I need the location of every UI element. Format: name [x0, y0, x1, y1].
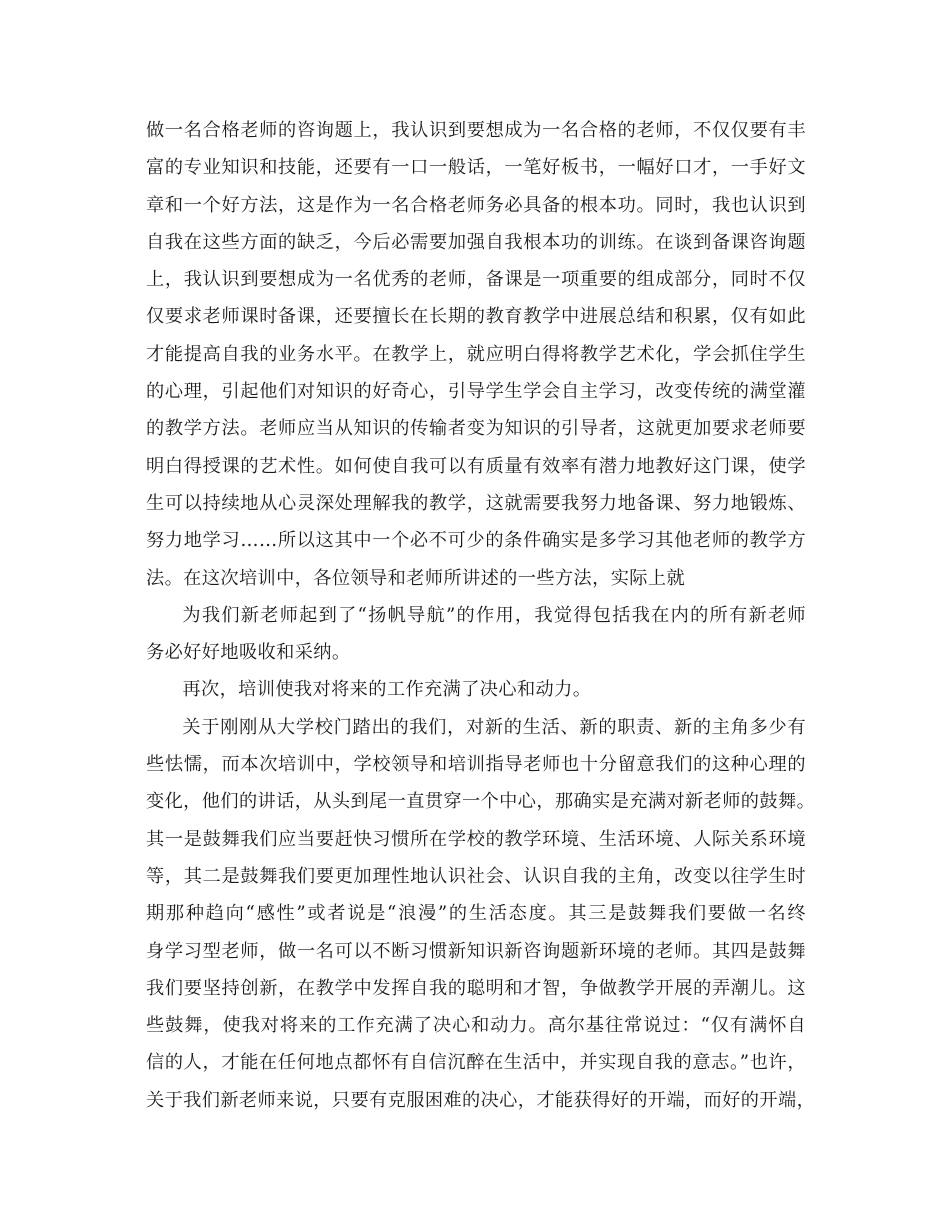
text-line: 身学习型老师，做一名可以不断习惯新知识新咨询题新环境的老师。其四是鼓舞 — [146, 940, 806, 962]
text-line: 法。在这次培训中，各位领导和老师所讲述的一些方法，实际上就 — [146, 567, 686, 589]
text-line: 自我在这些方面的缺乏，今后必需要加强自我根本功的训练。在谈到备课咨询题 — [146, 231, 806, 253]
document-body — [146, 112, 816, 1119]
paragraph-2 — [146, 597, 806, 672]
text-line: 的教学方法。老师应当从知识的传输者变为知识的引导者，这就更加要求老师要 — [146, 418, 806, 440]
text-line: 上，我认识到要想成为一名优秀的老师，备课是一项重要的组成部分，同时不仅 — [146, 269, 806, 291]
text-line: 仅要求老师课时备课，还要擅长在长期的教育教学中进展总结和积累，仅有如此 — [146, 306, 806, 328]
text-line: 我们要坚持创新，在教学中发挥自我的聪明和才智，争做教学开展的弄潮儿。这 — [146, 977, 806, 999]
text-line: 努力地学习……所以这其中一个必不可少的条件确实是多学习其他老师的教学方 — [146, 530, 806, 552]
text-line: 些怯懦，而本次培训中，学校领导和培训指导老师也十分留意我们的这种心理的 — [146, 754, 806, 776]
text-line: 期那种趋向“感性”或者说是“浪漫”的生活态度。其三是鼓舞我们要做一名终 — [146, 903, 806, 925]
text-line: 些鼓舞，使我对将来的工作充满了决心和动力。高尔基往常说过：“仅有满怀自 — [146, 1015, 806, 1037]
paragraph-3 — [146, 671, 806, 708]
text-line: 做一名合格老师的咨询题上，我认识到要想成为一名合格的老师，不仅仅要有丰 — [146, 120, 806, 141]
text-line: 关于我们新老师来说，只要有克服困难的决心，才能获得好的开端，而好的开端， — [146, 1089, 816, 1111]
paragraph-4 — [146, 709, 816, 1119]
text-line: 信的人，才能在任何地点都怀有自信沉醉在生活中，并实现自我的意志。”也许， — [146, 1052, 806, 1074]
text-line: 务必好好地吸收和采纳。 — [146, 642, 351, 664]
text-line: 变化，他们的讲话，从头到尾一直贯穿一个中心，那确实是充满对新老师的鼓舞。 — [146, 791, 816, 813]
text-line: 富的专业知识和技能，还要有一口一般话，一笔好板书，一幅好口才，一手好文 — [146, 157, 806, 179]
text-line: 为我们新老师起到了“扬帆导航”的作用，我觉得包括我在内的所有新老师 — [182, 604, 806, 626]
text-line: 等，其二是鼓舞我们要更加理性地认识社会、认识自我的主角，改变以往学生时 — [146, 865, 806, 887]
text-line: 关于刚刚从大学校门踏出的我们，对新的生活、新的职责、新的主角多少有 — [182, 716, 806, 738]
text-line: 明白得授课的艺术性。如何使自我可以有质量有效率有潜力地教好这门课，使学 — [146, 455, 806, 477]
text-line: 生可以持续地从心灵深处理解我的教学，这就需要我努力地备课、努力地锻炼、 — [146, 492, 806, 514]
text-line: 其一是鼓舞我们应当要赶快习惯所在学校的教学环境、生活环境、人际关系环境 — [146, 828, 806, 850]
text-line: 的心理，引起他们对知识的好奇心，引导学生学会自主学习，改变传统的满堂灌 — [146, 381, 806, 403]
text-line: 再次，培训使我对将来的工作充满了决心和动力。 — [182, 679, 592, 701]
text-line: 才能提高自我的业务水平。在教学上，就应明白得将教学艺术化，学会抓住学生 — [146, 343, 806, 365]
paragraph-1 — [146, 112, 806, 597]
text-line: 章和一个好方法，这是作为一名合格老师务必具备的根本功。同时，我也认识到 — [146, 194, 806, 216]
